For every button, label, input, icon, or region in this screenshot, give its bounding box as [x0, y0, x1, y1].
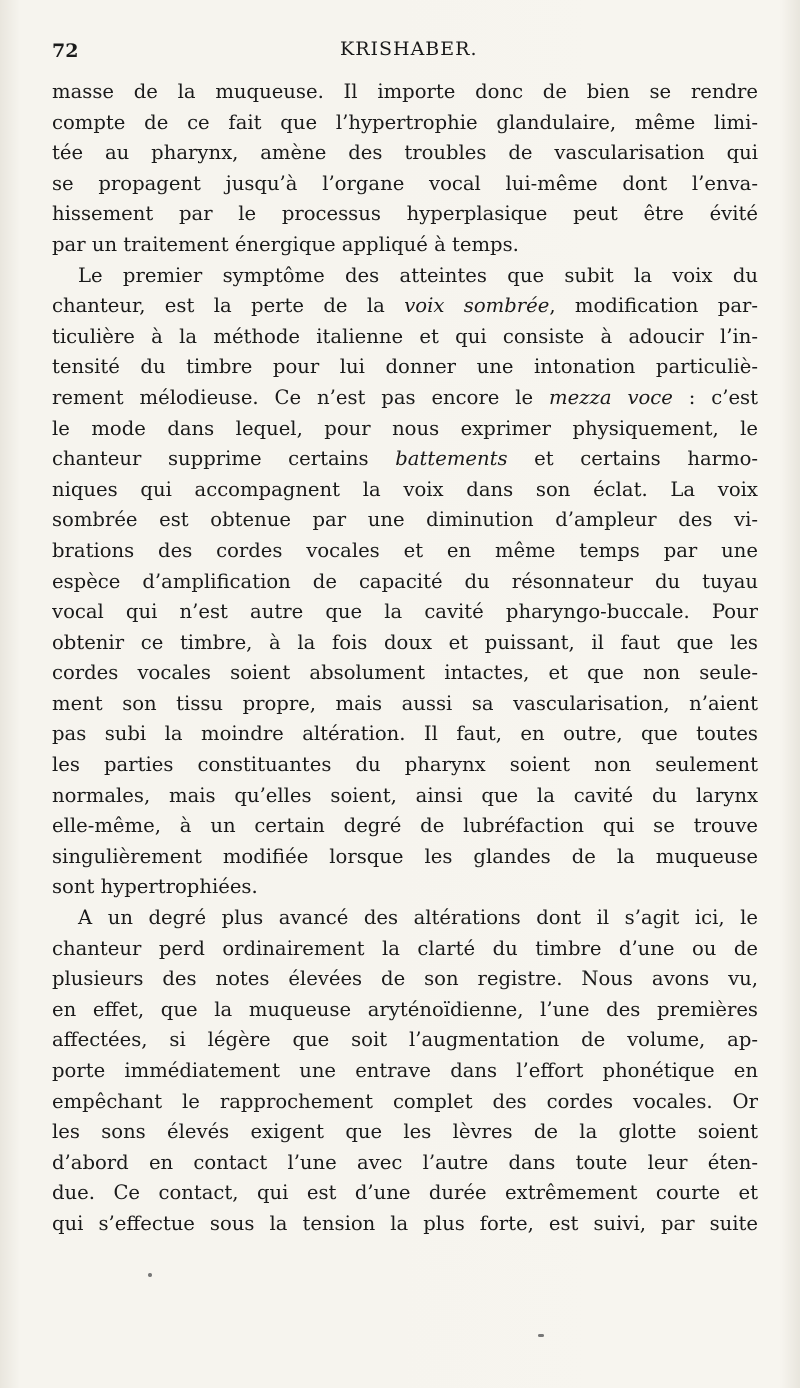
text-line: espèce d’amplification de capacité du résonnateur du tuyau — [52, 569, 758, 593]
text-line: empêchant le rapprochement complet des cordes vocales. Or — [52, 1089, 758, 1113]
paper-speck — [148, 1273, 152, 1277]
text-line: A un degré plus avancé des altérations dont il s’agit ici, le — [78, 906, 758, 930]
text-line: niques qui accompagnent la voix dans son éclat. La voix — [52, 477, 758, 501]
text-line: affectées, si légère que soit l’augmentation de volume, ap- — [52, 1028, 758, 1052]
body-text — [52, 77, 758, 1240]
text-line: compte de ce fait que l’hypertrophie glandulaire, même limi- — [52, 110, 758, 134]
text-line: pas subi la moindre altération. Il faut, en outre, que toutes — [52, 722, 758, 746]
text-line: elle-même, à un certain degré de lubréfaction qui se trouve — [52, 814, 758, 838]
text-line: se propagent jusqu’à l’organe vocal lui-même dont l’enva- — [52, 171, 758, 195]
text-line: sont hypertrophiées. — [52, 875, 258, 899]
text-line: plusieurs des notes élevées de son registre. Nous avons vu, — [52, 967, 758, 991]
text-line: hissement par le processus hyperplasique peut être évité — [52, 202, 758, 226]
text-line: due. Ce contact, qui est d’une durée extrêmement courte et — [52, 1181, 758, 1205]
paper-speck — [538, 1334, 544, 1337]
text-line: le mode dans lequel, pour nous exprimer physiquement, le — [52, 416, 758, 440]
text-line: brations des cordes vocales et en même temps par une — [52, 538, 758, 562]
text-line: singulièrement modifiée lorsque les glandes de la muqueuse — [52, 844, 758, 868]
text-line: tée au pharynx, amène des troubles de vascularisation qui — [52, 141, 758, 165]
text-line: Le premier symptôme des atteintes que subit la voix du — [78, 263, 758, 287]
text-line: chanteur, est la perte de la voix sombrée, modification par- — [52, 294, 758, 318]
italic-phrase: voix sombrée — [404, 294, 550, 318]
italic-phrase: mezza voce — [549, 385, 673, 409]
text-line: les sons élevés exigent que les lèvres de la glotte soient — [52, 1120, 758, 1144]
text-line: obtenir ce timbre, à la fois doux et puissant, il faut que les — [52, 630, 758, 654]
text-line: les parties constituantes du pharynx soient non seulement — [52, 753, 758, 777]
text-line: vocal qui n’est autre que la cavité pharyngo-buccale. Pour — [52, 600, 758, 624]
page-header — [52, 38, 760, 68]
text-line: porte immédiatement une entrave dans l’effort phonétique en — [52, 1059, 758, 1082]
text-line: chanteur supprime certains battements et certains harmo- — [52, 447, 758, 471]
text-line: d’abord en contact l’une avec l’autre dans toute leur éten- — [52, 1150, 758, 1174]
text-line: sombrée est obtenue par une diminution d’ampleur des vi- — [52, 508, 758, 532]
text-line: cordes vocales soient absolument intactes, et que non seule- — [52, 661, 758, 685]
text-line: ticulière à la méthode italienne et qui consiste à adoucir l’in- — [52, 324, 758, 348]
text-line: en effet, que la muqueuse aryténoïdienne, l’une des premières — [52, 997, 758, 1021]
running-head: KRISHABER. — [340, 38, 478, 60]
italic-phrase: battements — [395, 447, 508, 471]
text-line: rement mélodieuse. Ce n’est pas encore le mezza voce : c’est — [52, 385, 758, 409]
text-line: ment son tissu propre, mais aussi sa vascularisation, n’aient — [52, 691, 758, 715]
text-line: chanteur perd ordinairement la clarté du timbre d’une ou de — [52, 936, 758, 960]
text-line: qui s’effectue sous la tension la plus forte, est suivi, par suite — [52, 1211, 758, 1235]
page-number: 72 — [52, 40, 79, 62]
text-line: normales, mais qu’elles soient, ainsi que la cavité du larynx — [52, 783, 758, 807]
text-line: masse de la muqueuse. Il importe donc de bien se rendre — [52, 80, 758, 103]
text-line: tensité du timbre pour lui donner une intonation particuliè- — [52, 355, 758, 379]
text-line: par un traitement énergique appliqué à temps. — [52, 232, 519, 256]
